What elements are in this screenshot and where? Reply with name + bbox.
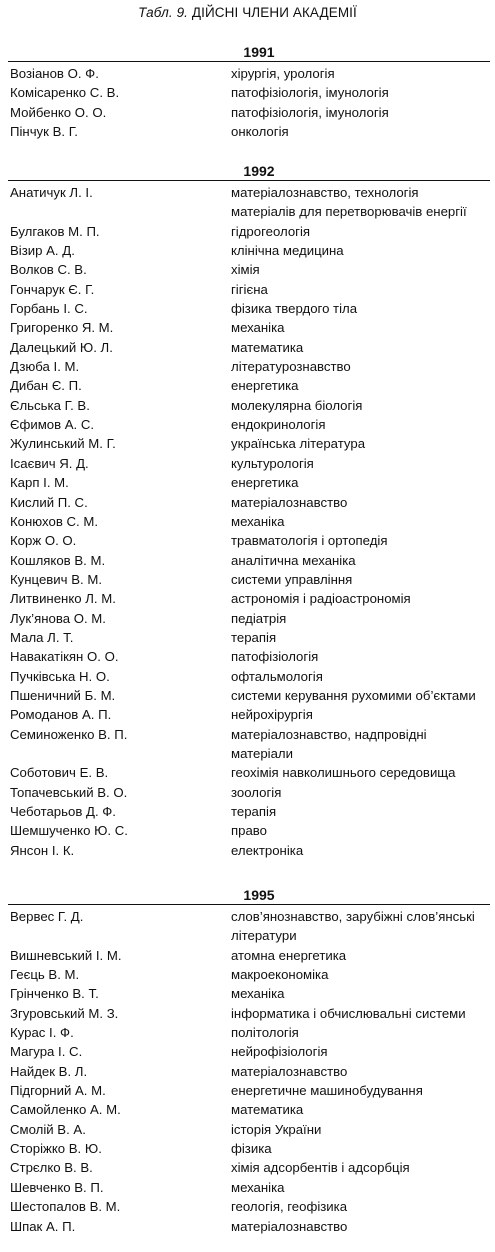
member-name: Литвиненко Л. М. — [10, 591, 116, 607]
member-field — [231, 589, 490, 608]
member-field — [231, 946, 490, 965]
table-row — [8, 454, 490, 473]
table-row — [8, 434, 490, 453]
field-line: терапія — [231, 804, 277, 819]
member-field — [231, 1178, 490, 1197]
member-field — [231, 64, 490, 83]
member-field — [231, 318, 490, 337]
section-1992 — [8, 163, 490, 860]
member-name: Семиноженко В. П. — [10, 726, 128, 742]
field-line: атомна енергетика — [231, 947, 347, 963]
member-name: Шпак А. П. — [10, 1218, 76, 1234]
member-field — [231, 965, 490, 984]
table-row — [8, 1197, 490, 1216]
member-field — [231, 338, 490, 357]
table-row — [8, 1062, 490, 1081]
table-row — [8, 802, 490, 821]
member-field — [231, 783, 490, 802]
member-name: Сторіжко В. Ю. — [10, 1141, 102, 1157]
field-line: матеріалознавство — [231, 494, 348, 510]
table-row — [8, 1023, 490, 1042]
table-row — [8, 589, 490, 608]
member-field — [231, 725, 490, 764]
member-name: Кунцевич В. М. — [10, 571, 102, 587]
member-name: Єфимов А. С. — [10, 417, 95, 433]
field-line: патофізіологія — [231, 649, 319, 665]
member-field — [231, 1004, 490, 1023]
table-row — [8, 609, 490, 628]
member-field — [231, 821, 490, 840]
member-name: Янсон І. К. — [10, 842, 75, 858]
field-line: матеріалознавство — [231, 1218, 348, 1234]
member-name: Соботович Е. В. — [10, 765, 109, 781]
table-row — [8, 1217, 490, 1236]
field-line: аналітична механіка — [231, 552, 356, 568]
member-field — [231, 1023, 490, 1042]
table-row — [8, 984, 490, 1003]
table-row — [8, 493, 490, 512]
table-row — [8, 318, 490, 337]
table-row — [8, 103, 490, 122]
table-row — [8, 1158, 490, 1177]
table-row — [8, 907, 490, 946]
field-line: матеріалів для перетворювачів енергії — [231, 204, 467, 220]
member-field — [231, 512, 490, 531]
member-name: Кислий П. С. — [10, 494, 88, 510]
table-row — [8, 686, 490, 705]
member-field — [231, 907, 490, 946]
member-field — [231, 841, 490, 860]
field-line: зоологія — [231, 784, 282, 800]
member-name: Топачевський В. О. — [10, 784, 128, 800]
table-row — [8, 64, 490, 83]
member-name: Візир А. Д. — [10, 243, 75, 259]
member-field — [231, 570, 490, 589]
table-row — [8, 628, 490, 647]
section-year: 1995 — [243, 887, 275, 903]
member-field — [231, 628, 490, 647]
section-rule — [8, 61, 490, 62]
member-name: Стрєлко В. В. — [10, 1160, 93, 1176]
member-field — [231, 609, 490, 628]
member-name: Булгаков М. П. — [10, 223, 100, 239]
member-name: Згуровський М. З. — [10, 1005, 119, 1021]
field-line: матеріалознавство — [231, 1063, 348, 1079]
member-field — [231, 493, 490, 512]
field-line: енергетичне машинобудування — [231, 1083, 423, 1099]
field-line: матеріалознавство, надпровідні — [231, 726, 427, 742]
table-row — [8, 83, 490, 102]
field-line: політологія — [231, 1025, 299, 1041]
member-name: Григоренко Я. М. — [10, 320, 114, 336]
field-line: гідрогеологія — [231, 223, 311, 239]
section-year: 1991 — [243, 44, 275, 60]
field-line: математика — [231, 1102, 304, 1118]
table-row — [8, 512, 490, 531]
member-name: Гончарук Є. Г. — [10, 281, 95, 297]
member-field — [231, 473, 490, 492]
field-line: офтальмологія — [231, 668, 323, 684]
member-name: Ісаєвич Я. Д. — [10, 455, 89, 471]
table-row — [8, 821, 490, 840]
member-name: Магура І. С. — [10, 1044, 83, 1060]
table-row — [8, 1120, 490, 1139]
member-name: Конюхов С. М. — [10, 513, 98, 529]
field-line: механіка — [231, 513, 285, 529]
member-field — [231, 763, 490, 782]
member-name: Волков С. В. — [10, 262, 87, 278]
table-title: ДІЙСНІ ЧЛЕНИ АКАДЕМІЇ — [191, 5, 357, 20]
field-line: механіка — [231, 1179, 285, 1195]
member-name: Ромоданов А. П. — [10, 707, 112, 723]
member-field — [231, 183, 490, 222]
member-field — [231, 1217, 490, 1236]
member-name: Карп І. М. — [10, 475, 69, 491]
member-name: Дибан Є. П. — [10, 378, 82, 394]
table-row — [8, 705, 490, 724]
member-field — [231, 802, 490, 821]
table-row — [8, 647, 490, 666]
table-number: Табл. 9. — [138, 5, 189, 20]
table-row — [8, 183, 490, 222]
field-line: матеріалознавство, технологія — [231, 185, 419, 200]
table-row — [8, 1081, 490, 1100]
field-line: молекулярна біологія — [231, 397, 363, 413]
member-field — [231, 415, 490, 434]
member-name: Підгорний А. М. — [10, 1083, 106, 1099]
member-name: Мойбенко О. О. — [10, 104, 107, 120]
field-line: слов’янознавство, зарубіжні слов’янські — [231, 909, 475, 924]
member-field — [231, 1197, 490, 1216]
field-line: хірургія, урологія — [231, 66, 335, 81]
field-line: нейрохірургія — [231, 707, 313, 723]
table-row — [8, 280, 490, 299]
field-line: енергетика — [231, 475, 299, 491]
member-name: Анатичук Л. І. — [10, 185, 93, 200]
member-field — [231, 1120, 490, 1139]
section-1995 — [8, 887, 490, 1236]
member-name: Смолій В. А. — [10, 1121, 86, 1137]
table-row — [8, 122, 490, 141]
field-line: хімія адсорбентів і адсорбція — [231, 1160, 410, 1176]
member-field — [231, 396, 490, 415]
table-row — [8, 241, 490, 260]
member-name: Грінченко В. Т. — [10, 986, 99, 1002]
table-row — [8, 965, 490, 984]
section-rule — [8, 904, 490, 905]
field-line: системи управління — [231, 571, 353, 587]
member-field — [231, 357, 490, 376]
field-line: травматологія і ортопедія — [231, 533, 388, 549]
member-name: Жулинський М. Г. — [10, 436, 116, 452]
table-row — [8, 725, 490, 764]
member-name: Дзюба І. М. — [10, 359, 80, 375]
member-field — [231, 647, 490, 666]
member-field — [231, 1100, 490, 1119]
member-field — [231, 531, 490, 550]
member-name: Пшеничний Б. М. — [10, 687, 116, 703]
table-row — [8, 1139, 490, 1158]
member-field — [231, 667, 490, 686]
field-line: механіка — [231, 320, 285, 336]
member-field — [231, 260, 490, 279]
table-row — [8, 1100, 490, 1119]
table-row — [8, 396, 490, 415]
field-line: математика — [231, 339, 304, 355]
field-line: геологія, геофізика — [231, 1199, 348, 1215]
section-rows — [8, 907, 490, 1236]
member-name: Самойленко А. М. — [10, 1102, 121, 1118]
field-line: право — [231, 823, 268, 839]
table-row — [8, 551, 490, 570]
table-row — [8, 763, 490, 782]
table-row — [8, 1042, 490, 1061]
field-line: педіатрія — [231, 610, 287, 626]
table-row — [8, 667, 490, 686]
field-line: літератури — [231, 928, 297, 944]
table-row — [8, 946, 490, 965]
field-line: інформатика і обчислювальні системи — [231, 1005, 466, 1021]
member-field — [231, 454, 490, 473]
table-row — [8, 531, 490, 550]
member-name: Шестопалов В. М. — [10, 1199, 121, 1215]
member-field — [231, 222, 490, 241]
field-line: історія України — [231, 1121, 322, 1137]
member-field — [231, 1081, 490, 1100]
field-line: геохімія навколишнього середовища — [231, 765, 456, 781]
section-rows — [8, 64, 490, 141]
section-1991 — [8, 44, 490, 141]
field-line: гігієна — [231, 281, 268, 297]
table-row — [8, 260, 490, 279]
member-field — [231, 1042, 490, 1061]
member-name: Шемшученко Ю. С. — [10, 823, 128, 839]
member-field — [231, 122, 490, 141]
member-name: Пінчук В. Г. — [10, 124, 78, 140]
section-year: 1992 — [243, 163, 275, 179]
member-field — [231, 241, 490, 260]
member-field — [231, 376, 490, 395]
member-name: Навакатікян О. О. — [10, 649, 119, 665]
table-row — [8, 1004, 490, 1023]
field-line: літературознавство — [231, 359, 351, 375]
field-line: клінічна медицина — [231, 243, 344, 259]
table-caption — [0, 5, 495, 20]
member-name: Далецький Ю. Л. — [10, 339, 113, 355]
field-line: системи керування рухомими об’єктами — [231, 687, 476, 703]
member-field — [231, 705, 490, 724]
member-name: Чеботарьов Д. Ф. — [10, 804, 116, 819]
field-line: енергетика — [231, 378, 299, 394]
member-name: Мала Л. Т. — [10, 629, 74, 645]
member-name: Горбань І. С. — [10, 301, 88, 317]
field-line: ендокринологія — [231, 417, 326, 433]
member-field — [231, 686, 490, 705]
table-row — [8, 299, 490, 318]
field-line: патофізіологія, імунологія — [231, 104, 389, 120]
member-field — [231, 1158, 490, 1177]
member-name: Єльська Г. В. — [10, 397, 90, 413]
field-line: матеріали — [231, 745, 293, 761]
member-name: Пучківська Н. О. — [10, 668, 110, 684]
table-row — [8, 222, 490, 241]
table-row — [8, 338, 490, 357]
member-name: Шевченко В. П. — [10, 1179, 104, 1195]
member-name: Кошляков В. М. — [10, 552, 106, 568]
field-line: нейрофізіологія — [231, 1044, 328, 1060]
field-line: фізика — [231, 1141, 272, 1157]
table-row — [8, 415, 490, 434]
table-row — [8, 376, 490, 395]
member-name: Комісаренко С. В. — [10, 85, 120, 101]
member-field — [231, 103, 490, 122]
member-field — [231, 83, 490, 102]
member-field — [231, 1062, 490, 1081]
member-name: Возіанов О. Ф. — [10, 66, 99, 81]
member-field — [231, 299, 490, 318]
member-name: Корж О. О. — [10, 533, 77, 549]
member-name: Вишневський І. М. — [10, 947, 122, 963]
section-rule — [8, 180, 490, 181]
member-field — [231, 1139, 490, 1158]
field-line: електроніка — [231, 842, 304, 858]
field-line: культурологія — [231, 455, 314, 471]
field-line: механіка — [231, 986, 285, 1002]
field-line: хімія — [231, 262, 260, 278]
section-rows — [8, 183, 490, 860]
member-field — [231, 434, 490, 453]
member-name: Вервес Г. Д. — [10, 909, 84, 924]
member-name: Курас І. Ф. — [10, 1025, 74, 1041]
field-line: терапія — [231, 629, 277, 645]
field-line: фізика твердого тіла — [231, 301, 358, 317]
field-line: патофізіологія, імунологія — [231, 85, 389, 101]
member-name: Лук’янова О. М. — [10, 610, 106, 626]
table-row — [8, 473, 490, 492]
table-row — [8, 570, 490, 589]
field-line: макроекономіка — [231, 967, 329, 983]
table-row — [8, 841, 490, 860]
member-field — [231, 551, 490, 570]
table-row — [8, 1178, 490, 1197]
member-name: Найдек В. Л. — [10, 1063, 88, 1079]
member-field — [231, 280, 490, 299]
member-name: Геєць В. М. — [10, 967, 80, 983]
table-row — [8, 783, 490, 802]
table-row — [8, 357, 490, 376]
field-line: онкологія — [231, 124, 289, 140]
field-line: астрономія і радіоастрономія — [231, 591, 411, 607]
field-line: українська література — [231, 436, 366, 452]
member-field — [231, 984, 490, 1003]
